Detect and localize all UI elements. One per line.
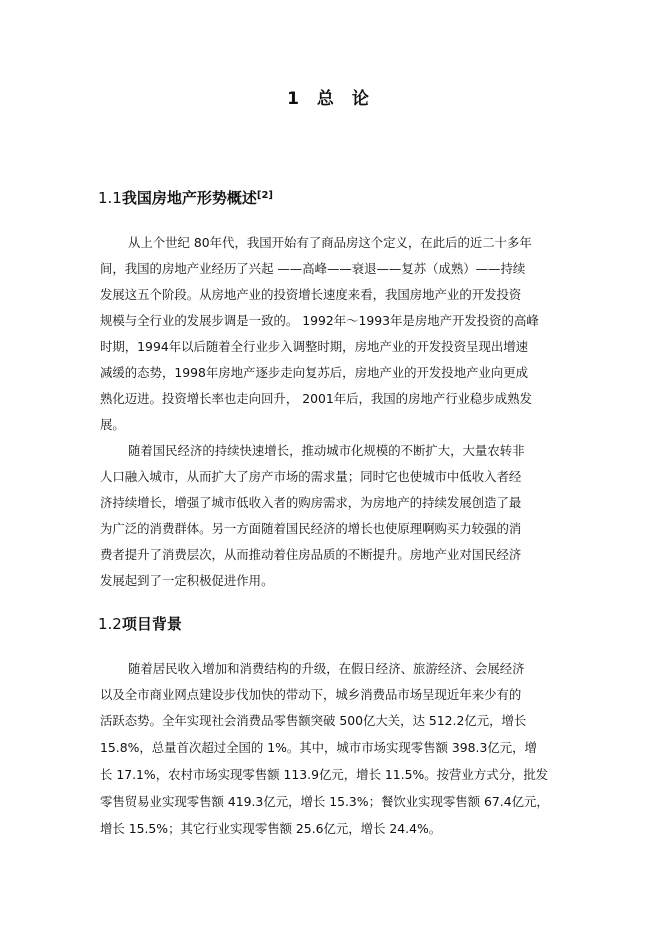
paragraph-line: 为广泛的消费群体。另一方面随着国民经济的增长也使原理啊购买力较强的消 — [100, 521, 522, 536]
chapter-title: 1 总 论 — [287, 89, 375, 109]
paragraph-line: 济持续增长，增强了城市低收入者的购房需求，为房地产的持续发展创造了最 — [100, 495, 522, 510]
paragraph-line: 随着居民收入增加和消费结构的升级，在假日经济、旅游经济、会展经济 — [128, 661, 525, 676]
paragraph-line: 发展起到了一定积极促进作用。 — [100, 573, 274, 588]
paragraph-line: 长 17.1%，农村市场实现零售额 113.9亿元，增长 11.5%。按营业方式分，批发 — [100, 767, 549, 782]
section-title: 我国房地产形势概述 — [121, 189, 257, 207]
section-heading-background — [98, 614, 182, 634]
paragraph-line: 以及全市商业网点建设步伐加快的带动下，城乡消费品市场呈现近年来少有的 — [100, 687, 522, 702]
paragraph-line: 展。 — [100, 417, 125, 432]
paragraph-line: 间，我国的房地产业经历了兴起 ——高峰——衰退——复苏（成熟）——持续 — [100, 261, 526, 276]
paragraph-line: 发展这五个阶段。从房地产业的投资增长速度来看，我国房地产业的开发投资 — [100, 287, 522, 302]
paragraph-line: 规模与全行业的发展步调是一致的。 1992年～1993年是房地产开发投资的高峰 — [100, 313, 539, 328]
paragraph-line: 零售贸易业实现零售额 419.3亿元，增长 15.3%；餐饮业实现零售额 67.4亿元， — [100, 794, 549, 809]
paragraph-line: 从上个世纪 80年代，我国开始有了商品房这个定义，在此后的近二十多年 — [128, 235, 532, 250]
paragraph-line: 随着国民经济的持续快速增长，推动城市化规模的不断扩大，大量农转非 — [128, 443, 525, 458]
paragraph-line: 活跃态势。全年实现社会消费品零售额突破 500亿大关，达 512.2亿元，增长 — [100, 713, 527, 728]
paragraph-line: 15.8%，总量首次超过全国的 1%。其中，城市市场实现零售额 398.3亿元，增 — [100, 740, 537, 755]
section-number: 1.1 — [98, 189, 122, 207]
section-title: 项目背景 — [121, 615, 182, 633]
section-heading-overview — [98, 188, 273, 208]
paragraph-line: 时期，1994年以后随着全行业步入调整时期，房地产业的开发投资呈现出增速 — [100, 339, 529, 354]
paragraph-line: 减缓的态势，1998年房地产逐步走向复苏后，房地产业的开发投地产业向更成 — [100, 365, 529, 380]
paragraph-line: 增长 15.5%；其它行业实现零售额 25.6亿元，增长 24.4%。 — [100, 821, 442, 836]
citation-link[interactable]: [2] — [256, 190, 273, 201]
paragraph-line: 人口融入城市，从而扩大了房产市场的需求量；同时它也使城市中低收入者经 — [100, 469, 522, 484]
section-number: 1.2 — [98, 615, 122, 633]
paragraph-line: 费者提升了消费层次，从而推动着住房品质的不断提升。房地产业对国民经济 — [100, 547, 522, 562]
paragraph-line: 熟化迈进。投资增长率也走向回升， 2001年后，我国的房地产行业稳步成熟发 — [100, 391, 532, 406]
